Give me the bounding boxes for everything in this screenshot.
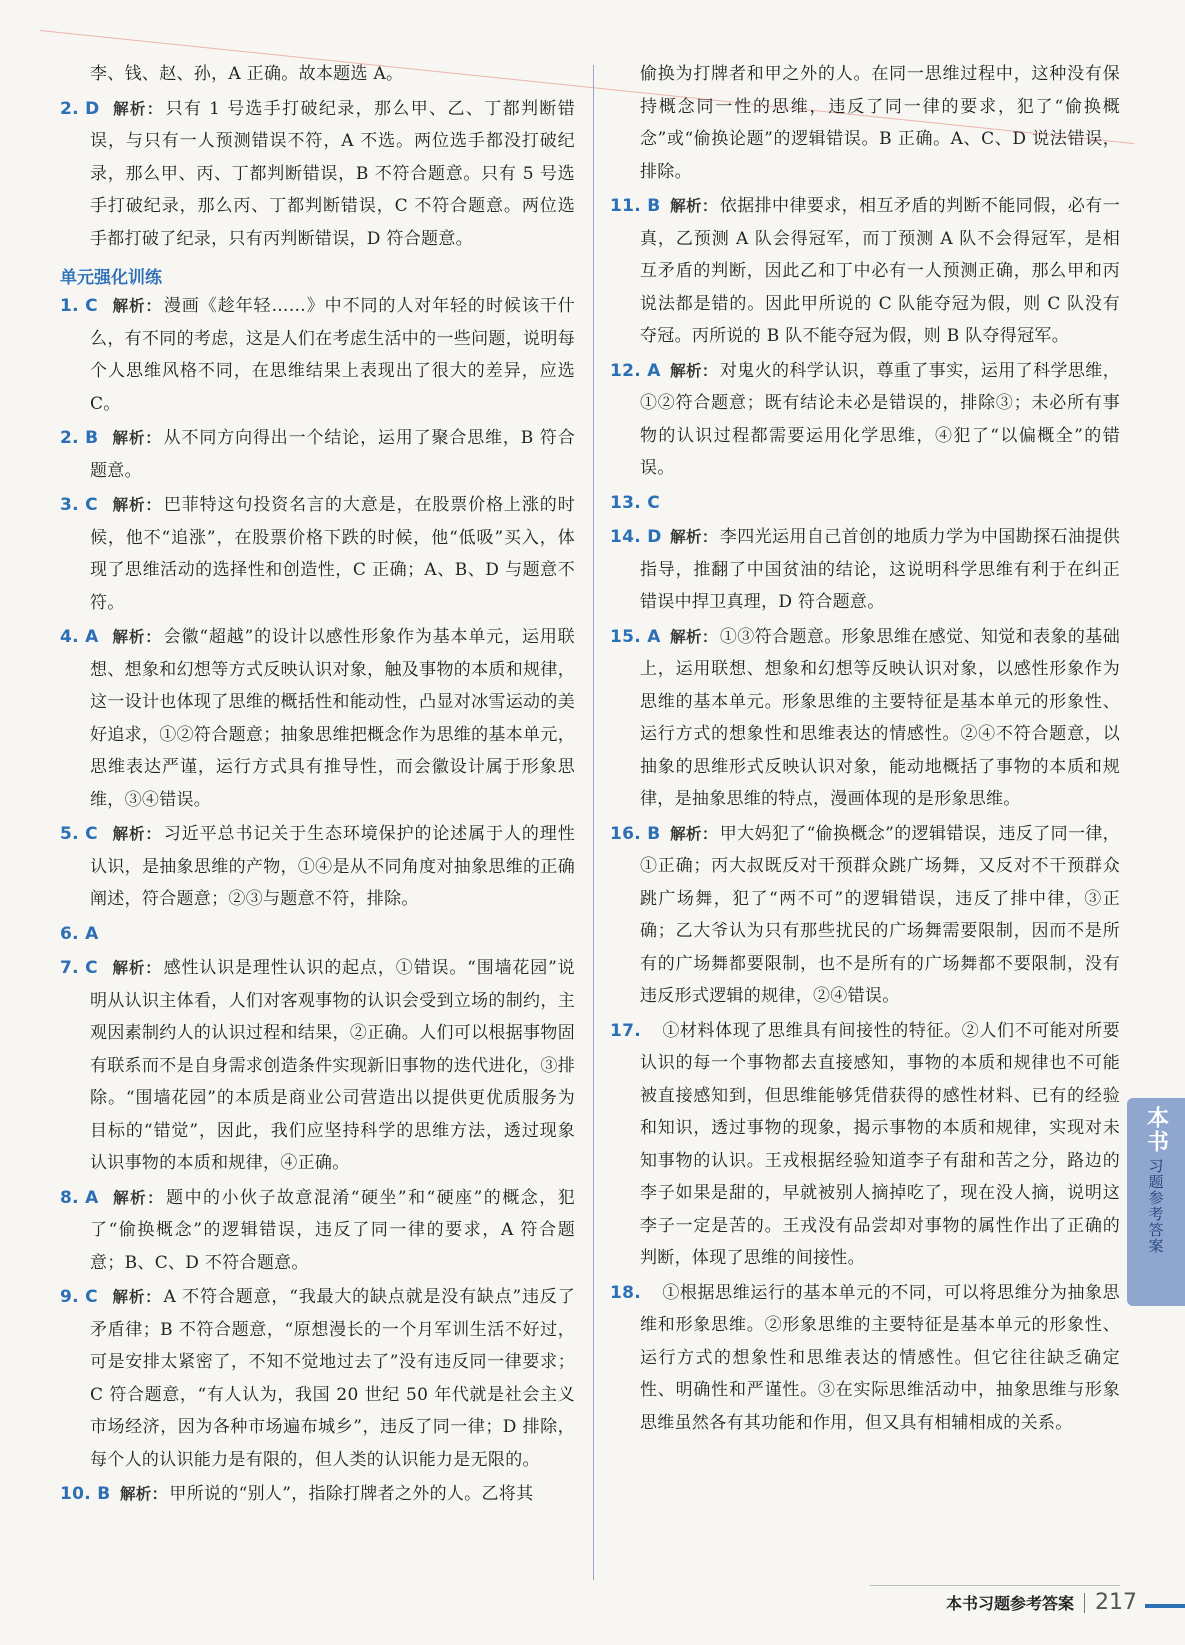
answer-number: 10. B — [60, 1484, 111, 1504]
analysis-tag: 解析： — [112, 628, 162, 646]
analysis-tag: 解析： — [112, 825, 162, 843]
column-divider — [593, 65, 594, 1580]
answer-text: 会徽“超越”的设计以感性形象作为基本单元，运用联想、想象和幻想等方式反映认识对象，触及事物的本质和规律，这一设计也体现了思维的概括性和能动性，凸显对冰雪运动的美好追求，①②符合题意；抽象思维把概念作为思维的基本单元，思维表达严谨，运行方式具有推导性，而会徽设计属于形象思维，③④错误。 — [90, 627, 575, 810]
answer-item — [60, 93, 575, 256]
footer-rule — [870, 1585, 1120, 1586]
footer-separator — [1084, 1593, 1085, 1613]
answer-item — [610, 818, 1120, 1013]
analysis-tag: 解析： — [120, 1485, 168, 1503]
answer-number: 5. C — [60, 824, 98, 844]
answer-item — [60, 918, 575, 951]
answer-text: A 不符合题意，“我最大的缺点就是没有缺点”违反了矛盾律；B 不符合题意，“原想漫长的一个月军训生活不好过，可是安排太紧密了，不知不觉地过去了”没有违反同一律要求；C 符合题意，“有人认为，我国 20 世纪 50 年代就是社会主义市场经济，因为各种市场遍布城乡”，违反了同一律；D 排除，每个人的认识能力是有限的，但人类的认识能力是无限的。 — [90, 1287, 575, 1470]
page-number: 217 — [1095, 1590, 1137, 1615]
answer-number: 15. A — [610, 626, 661, 647]
answer-number: 17. — [610, 1020, 642, 1041]
answer-number: 7. C — [60, 958, 98, 978]
answer-number: 12. A — [610, 360, 661, 381]
answer-number: 11. B — [610, 196, 661, 216]
analysis-tag: 解析： — [112, 959, 162, 977]
answer-item — [60, 422, 575, 487]
answer-item — [60, 1478, 575, 1511]
answer-text: 对鬼火的科学认识，尊重了事实，运用了科学思维，①②符合题意；既有结论未必是错误的，排除③；未必所有事物的认识过程都需要运用化学思维，④犯了“以偏概全”的错误。 — [640, 360, 1121, 478]
footer-accent-bar — [1145, 1604, 1185, 1608]
answer-number: 1. C — [60, 296, 98, 316]
analysis-tag: 解析： — [670, 824, 718, 843]
answer-item — [610, 487, 1120, 520]
page-footer — [946, 1590, 1137, 1615]
answer-number: 6. A — [60, 923, 99, 944]
answer-item — [60, 621, 575, 816]
answer-text: 只有 1 号选手打破纪录，那么甲、乙、丁都判断错误，与只有一人预测错误不符，A 不选。两位选手都没打破纪录，那么甲、丙、丁都判断错误，B 不符合题意。只有 5 号选手打破纪录，那么丙、丁都判断错误，C 不符合题意。两位选手都打破了纪录，只有丙判断错误，D 符合题意。 — [90, 98, 575, 249]
answer-text: 感性认识是理性认识的起点，①错误。“围墙花园”说明从认识主体看，人们对客观事物的认识会受到立场的制约，主观因素制约人的认识过程和结果，②正确。人们可以根据事物固有联系而不是自身需求创造条件实现新旧事物的迭代进化，③排除。“围墙花园”的本质是商业公司营造出以提供更优质服务为目标的“错觉”，因此，我们应坚持科学的思维方法，透过现象认识事物的本质和规律，④正确。 — [90, 958, 575, 1173]
answer-number: 14. D — [610, 527, 662, 547]
answer-text: ①根据思维运行的基本单元的不同，可以将思维分为抽象思维和形象思维。②形象思维的主要特征是基本单元的形象性、运行方式的想象性和思维表达的情感性。但它往往缺乏确定性、明确性和严谨性。③在实际思维活动中，抽象思维与形象思维虽然各有其功能和作用，但又具有相辅相成的关系。 — [640, 1282, 1120, 1433]
left-column — [60, 58, 575, 1511]
answer-item — [610, 621, 1120, 816]
answer-text: ①材料体现了思维具有间接性的特征。②人们不可能对所要认识的每一个事物都去直接感知，事物的本质和规律也不可能被直接感知到，但思维能够凭借获得的感性材料、已有的经验和知识，透过事物的现象，揭示事物的本质和规律，实现对未知事物的认识。王戎根据经验知道李子有甜和苦之分，路边的李子如果是甜的，早就被别人摘掉吃了，现在没人摘，说明这李子一定是苦的。王戎没有品尝却对事物的属性作出了正确的判断，体现了思维的间接性。 — [640, 1020, 1120, 1268]
analysis-tag: 解析： — [670, 361, 718, 380]
answer-item — [610, 190, 1120, 353]
side-tab-subtitle: 习题参考答案 — [1146, 1158, 1165, 1254]
right-intro-line: 偷换为打牌者和甲之外的人。在同一思维过程中，这种没有保持概念同一性的思维，违反了同一律的要求，犯了“偷换概念”或“偷换论题”的逻辑错误。B 正确。A、C、D 说法错误，排除。 — [640, 64, 1120, 182]
analysis-tag: 解析： — [670, 627, 718, 646]
answer-text: 巴菲特这句投资名言的大意是，在股票价格上涨的时候，他不“追涨”，在股票价格下跌的时候，他“低吸”买入，体现了思维活动的选择性和创造性，C 正确；A、B、D 与题意不符。 — [90, 495, 576, 613]
answer-item — [610, 521, 1120, 619]
analysis-tag: 解析： — [670, 528, 718, 546]
answer-text: 漫画《趁年轻……》中不同的人对年轻的时候该干什么，有不同的考虑，这是人们在考虑生活中的一些问题，说明每个人思维风格不同，在思维结果上表现出了很大的差异，应选 C。 — [90, 296, 575, 414]
section-side-tab — [1127, 1098, 1185, 1306]
answer-text: 习近平总书记关于生态环境保护的论述属于人的理性认识，是抽象思维的产物，①④是从不同角度对抽象思维的正确阐述，符合题意；②③与题意不符，排除。 — [90, 824, 576, 909]
footer-label: 本书习题参考答案 — [945, 1594, 1074, 1613]
answer-number: 2. B — [60, 428, 99, 448]
answer-item — [610, 1277, 1120, 1440]
answer-number: 4. A — [60, 627, 99, 647]
answer-item — [60, 952, 575, 1180]
answer-item — [610, 1015, 1120, 1275]
answer-text: 甲所说的“别人”，指除打牌者之外的人。乙将其 — [169, 1484, 534, 1504]
answer-text: 甲大妈犯了“偷换概念”的逻辑错误，违反了同一律，①正确；丙大叔既反对干预群众跳广场舞，又反对不干预群众跳广场舞，犯了“两不可”的逻辑错误，违反了排中律，③正确；乙大爷认为只有那些扰民的广场舞需要限制，因而不是所有的广场舞都要限制，也不是所有的广场舞都不要限制，没有违反形式逻辑的规律，②④错误。 — [640, 823, 1120, 1006]
answer-number: 3. C — [60, 495, 98, 515]
answer-text: 依据排中律要求，相互矛盾的判断不能同假，必有一真，乙预测 A 队会得冠军，而丁预测 A 队不会得冠军，是相互矛盾的判断，因此乙和丁中必有一人预测正确，那么甲和丙说法都是错的。因此甲所说的 C 队能夺冠为假，则 C 队没有夺冠。丙所说的 B 队不能夺冠为假，则 B 队夺得冠军。 — [640, 196, 1121, 346]
answer-item — [60, 290, 575, 420]
answer-item — [60, 818, 575, 916]
right-column — [610, 58, 1120, 1439]
answer-text: 李四光运用自己首创的地质力学为中国勘探石油提供指导，推翻了中国贫油的结论，这说明科学思维有利于在纠正错误中捍卫真理，D 符合题意。 — [640, 527, 1121, 612]
answer-item — [60, 1182, 575, 1280]
answer-text: 从不同方向得出一个结论，运用了聚合思维，B 符合题意。 — [90, 428, 575, 481]
analysis-tag: 解析： — [112, 99, 164, 118]
answer-number: 8. A — [60, 1187, 99, 1208]
analysis-tag: 解析： — [670, 197, 718, 215]
answer-item — [610, 355, 1120, 485]
answer-text: 题中的小伙子故意混淆“硬坐”和“硬座”的概念，犯了“偷换概念”的逻辑错误，违反了同一律的要求，A 符合题意；B、C、D 不符合题意。 — [90, 1187, 575, 1273]
answer-number: 9. C — [60, 1287, 98, 1307]
analysis-tag: 解析： — [112, 496, 162, 514]
answer-number: 16. B — [610, 823, 661, 844]
answer-number: 18. — [610, 1282, 642, 1303]
left-intro-line: 李、钱、赵、孙，A 正确。故本题选 A。 — [90, 64, 404, 84]
answer-number: 13. C — [610, 492, 661, 513]
answer-text: ①③符合题意。形象思维在感觉、知觉和表象的基础上，运用联想、想象和幻想等反映认识对象，以感性形象作为思维的基本单元。形象思维的主要特征是基本单元的形象性、运行方式的想象性和思维表达的情感性。②④不符合题意，以抽象的思维形式反映认识对象，能动地概括了事物的本质和规律，是抽象思维的特点，漫画体现的是形象思维。 — [640, 626, 1121, 809]
analysis-tag: 解析： — [112, 429, 162, 447]
side-tab-title: 本书 — [1143, 1106, 1169, 1154]
answer-number: 2. D — [60, 98, 100, 119]
analysis-tag: 解析： — [112, 1188, 165, 1207]
section-title: 单元强化训练 — [60, 268, 162, 288]
analysis-tag: 解析： — [112, 297, 162, 315]
answer-item — [60, 1281, 575, 1476]
answer-item — [60, 489, 575, 619]
analysis-tag: 解析： — [112, 1288, 162, 1306]
